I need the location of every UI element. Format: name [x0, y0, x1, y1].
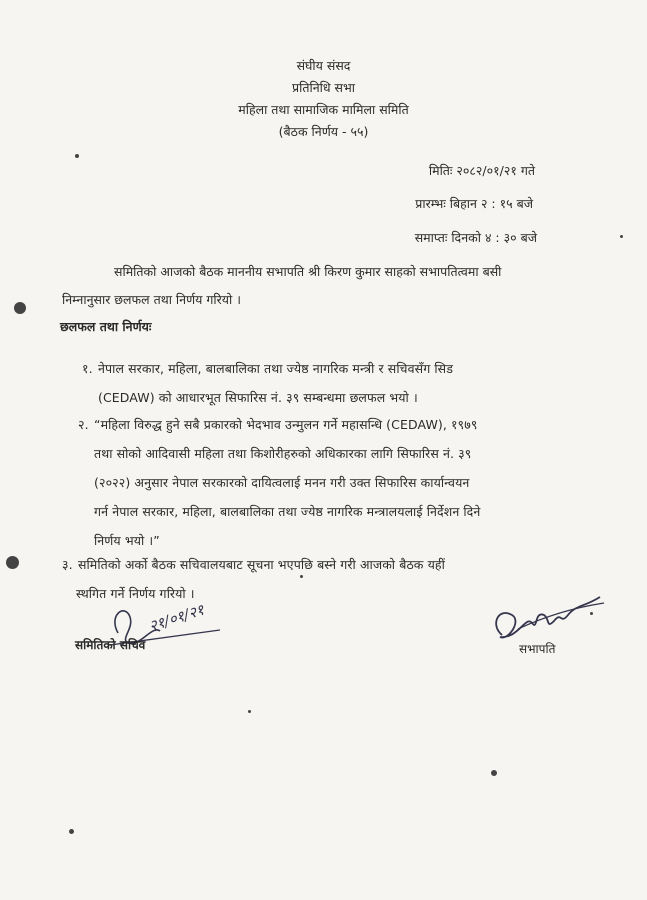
meeting-start: प्रारम्भः बिहान २ : १५ बजे	[415, 196, 533, 211]
intro-line: समितिको आजको बैठक माननीय सभापति श्री किरण कुमार साहको सभापतित्वमा बसी	[114, 264, 502, 279]
paper-speck	[14, 302, 26, 314]
item-number: ३.	[62, 557, 73, 572]
item-line: (२०२२) अनुसार नेपाल सरकारको दायित्वलाई मनन गरी उक्त सिफारिस कार्यान्वयन	[94, 475, 470, 490]
meeting-date: मितिः २०८२/०१/२१ गते	[428, 163, 535, 178]
paper-speck	[491, 770, 497, 776]
item-line: निर्णय भयो ।”	[94, 533, 160, 548]
item-line: (CEDAW) को आधारभूत सिफारिस नं. ३९ सम्बन्धमा छलफल भयो ।	[98, 390, 418, 405]
item-line: तथा सोको आदिवासी महिला तथा किशोरीहरुको अधिकारका लागि सिफारिस नं. ३९	[94, 446, 472, 461]
item-line: “महिला विरुद्ध हुने सबै प्रकारको भेदभाव उन्मुलन गर्ने महासन्धि (CEDAW), १९७९	[94, 417, 478, 432]
item-number: १.	[82, 361, 93, 376]
paper-speck	[620, 235, 623, 238]
item-line: नेपाल सरकार, महिला, बालबालिका तथा ज्येष्ठ नागरिक मन्त्री र सचिवसँग सिड	[98, 361, 453, 376]
item-number: २.	[78, 417, 89, 432]
item-line: स्थगित गर्ने निर्णय गरियो ।	[76, 586, 195, 601]
intro-paragraph	[62, 258, 582, 314]
secretary-signature-date: २१/०१/२१	[146, 600, 207, 636]
chair-label: सभापति	[519, 642, 556, 656]
paper-speck	[6, 556, 19, 569]
house-name: प्रतिनिधि सभा	[291, 80, 356, 95]
meeting-end: समाप्तः दिनको ४ : ३० बजे	[414, 230, 537, 245]
intro-line: निम्नानुसार छलफल तथा निर्णय गरियो ।	[62, 292, 241, 307]
section-heading: छलफल तथा निर्णयः	[60, 319, 152, 334]
paper-speck	[69, 829, 74, 834]
committee-name: महिला तथा सामाजिक मामिला समिति	[238, 102, 409, 117]
parliament-name: संघीय संसद	[296, 58, 351, 73]
decision-item-2	[78, 410, 583, 555]
paper-speck	[75, 154, 79, 158]
item-line: समितिको अर्को बैठक सचिवालयबाट सूचना भएपछि बस्ने गरी आजको बैठक यहीं	[78, 557, 445, 572]
document-header	[0, 55, 647, 143]
decision-number: (बैठक निर्णय - ५५)	[278, 124, 369, 139]
decision-item-1	[82, 354, 582, 412]
secretary-label: समितिको सचिव	[75, 638, 146, 652]
item-line: गर्न नेपाल सरकार, महिला, बालबालिका तथा ज्येष्ठ नागरिक मन्त्रालयलाई निर्देशन दिने	[94, 504, 481, 519]
paper-speck	[248, 710, 251, 713]
